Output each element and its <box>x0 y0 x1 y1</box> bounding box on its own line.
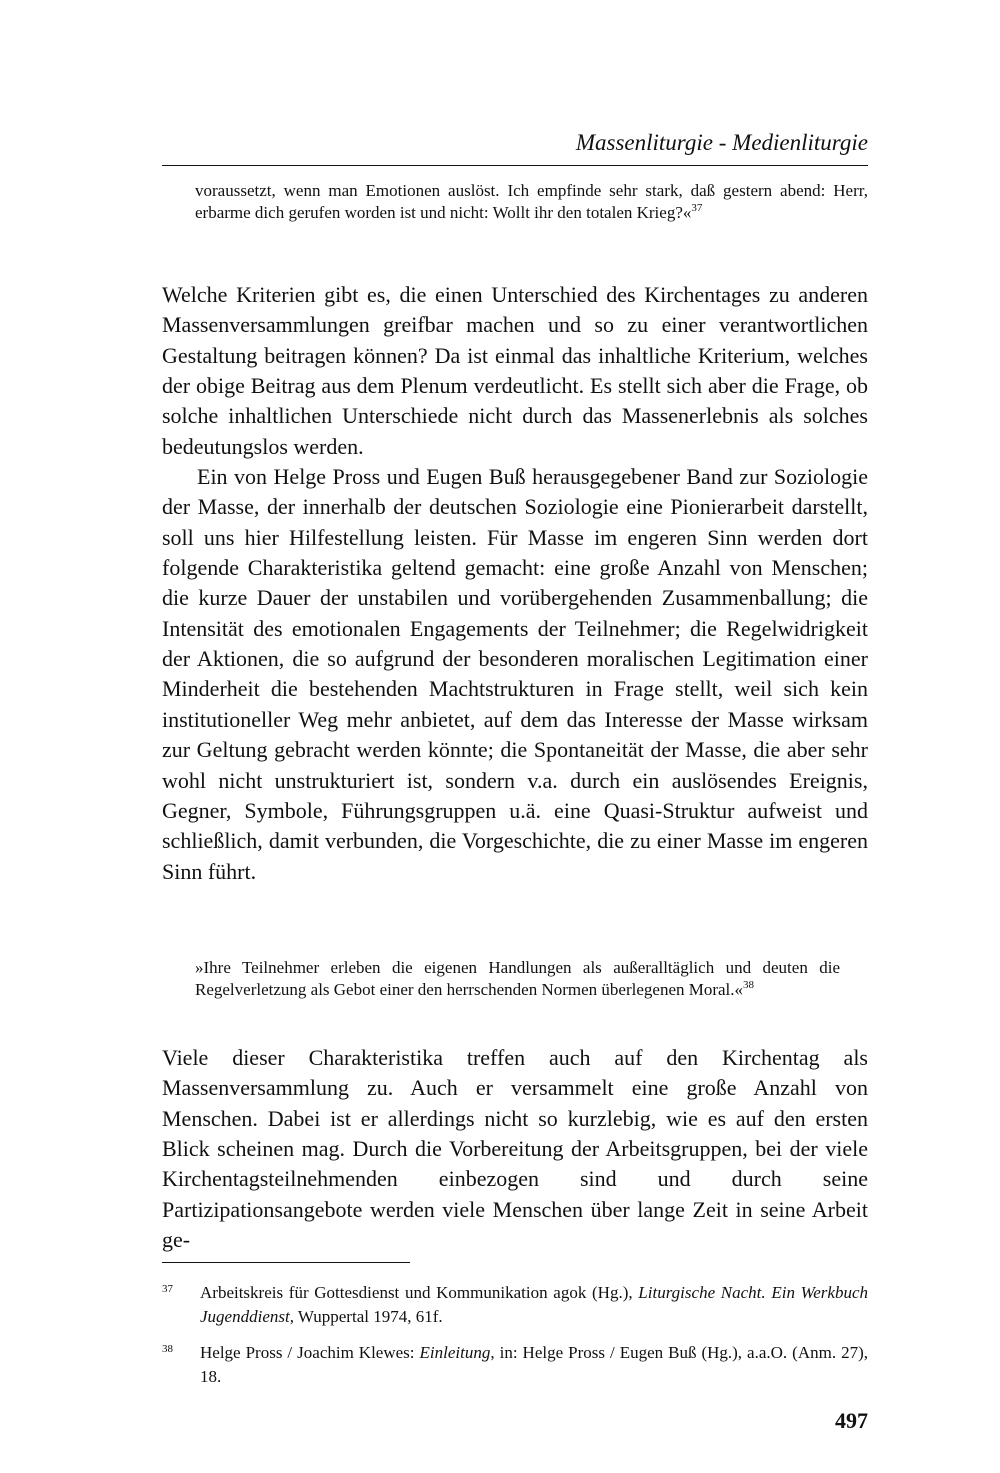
footnote-text <box>200 1341 868 1389</box>
footnote-publication: , in: Helge Pross / Eugen Buß (Hg.), a.a.O. (Anm. 27), 18. <box>200 1343 868 1386</box>
footnote-text <box>200 1281 868 1329</box>
header-rule <box>162 165 868 166</box>
footnote-ref-37: 37 <box>691 202 703 214</box>
footnote-title: Liturgische Nacht. Ein Werkbuch Jugenddienst <box>200 1283 868 1326</box>
paragraph-sociology: Ein von Helge Pross und Eugen Buß herausgegebener Band zur Soziologie der Masse, der innerhalb der deutschen Soziologie eine Pionierarbeit darstellt, soll uns hier Hilfestellung leisten. Für Masse im engeren Sinn werden dort folgende Charakteristika geltend gemacht: eine große Anzahl von Menschen; die kurze Dauer der unstabilen und vorübergehenden Zusammenballung; die Intensität des emotionalen Engagements der Teilnehmer; die Regelwidrigkeit der Aktionen, die so aufgrund der besonderen moralischen Legitimation einer Minderheit die bestehenden Machtstrukturen in Frage stellt, weil sich kein institutioneller Weg mehr anbietet, auf dem das Interesse der Masse wirksam zur Geltung gebracht werden könnte; die Spontaneität der Masse, die aber sehr wohl nicht unstrukturiert ist, sondern v.a. durch ein auslösendes Ereignis, Gegner, Symbole, Führungsgruppen u.ä. eine Quasi-Struktur aufweist und schließlich, damit verbunden, die Vorgeschichte, die zu einer Masse im engeren Sinn führt. <box>162 464 868 884</box>
paragraph-criteria: Welche Kriterien gibt es, die einen Unterschied des Kirchentages zu anderen Massenversammlungen greifbar machen und so zu einer verantwortlichen Gestaltung beitragen können? Da ist einmal das inhaltliche Kriterium, welches der obige Beitrag aus dem Plenum verdeutlicht. Es stellt sich aber die Frage, ob solche inhaltlichen Unterschiede nicht durch das Massenerlebnis als solches bedeutungslos werden. <box>162 282 868 459</box>
body-section-2 <box>162 1043 868 1255</box>
footnote-ref-38: 38 <box>743 979 755 991</box>
footnote-number: 37 <box>162 1283 173 1295</box>
page-number: 497 <box>835 1408 868 1433</box>
footnote-number: 38 <box>162 1343 173 1355</box>
block-quote-2 <box>195 957 840 1001</box>
quote-1-text: voraussetzt, wenn man Emotionen auslöst. Ich empfinde sehr stark, daß gestern abend: Herr, erbarme dich gerufen worden ist und nicht: Wollt ihr den totalen Krieg?« <box>195 181 868 222</box>
footnote-rule <box>162 1262 410 1263</box>
quote-2-text: »Ihre Teilnehmer erleben die eigenen Handlungen als außeralltäglich und deuten die Regelverletzung als Gebot einer den herrschenden Normen überlegenen Moral.« <box>195 958 840 999</box>
block-quote-1 <box>195 180 868 224</box>
footnote-author: Helge Pross / Joachim Klewes: <box>200 1343 420 1362</box>
body-section-1 <box>162 280 868 887</box>
paragraph-kirchentag: Viele dieser Charakteristika treffen auch auf den Kirchentag als Massenversammlung zu. Auch er versammelt eine große Anzahl von Menschen. Dabei ist er allerdings nicht so kurzlebig, wie es auf den ersten Blick scheinen mag. Durch die Vorbereitung der Arbeitsgruppen, bei der viele Kirchentagsteilnehmenden einbezogen sind und durch seine Partizipationsangebote werden viele Menschen über lange Zeit in seine Arbeit ge- <box>162 1045 868 1253</box>
footnote-38 <box>162 1341 868 1389</box>
footnote-title: Einleitung <box>419 1343 491 1362</box>
footnote-publication: , Wuppertal 1974, 61f. <box>289 1307 443 1326</box>
running-title: Massenliturgie - Medienliturgie <box>575 130 868 155</box>
footnote-37 <box>162 1281 868 1329</box>
footnote-author: Arbeitskreis für Gottesdienst und Kommunikation agok (Hg.), <box>200 1283 639 1302</box>
